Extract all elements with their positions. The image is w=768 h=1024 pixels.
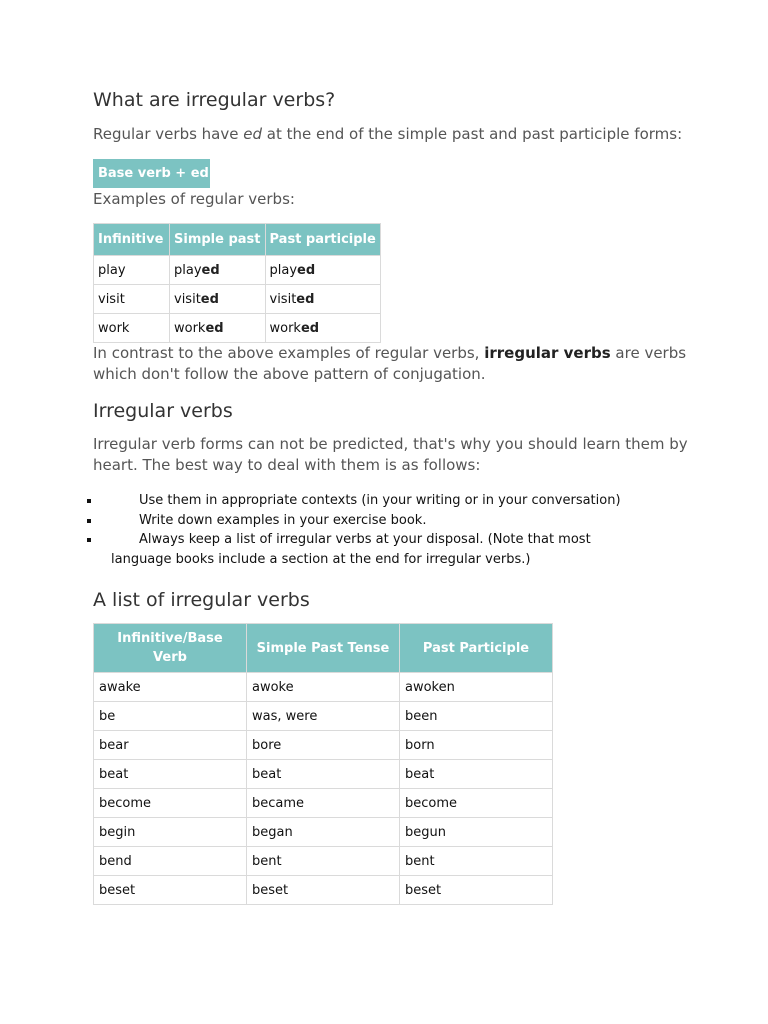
intro-text-after: at the end of the simple past and past participle forms: bbox=[262, 125, 683, 143]
cell-simple-past: bore bbox=[247, 731, 400, 760]
table-row bbox=[94, 789, 553, 818]
contrast-bold-term: irregular verbs bbox=[484, 344, 611, 362]
tips-list bbox=[87, 491, 647, 569]
square-bullet-icon bbox=[87, 519, 91, 523]
cell-past-participle: been bbox=[400, 702, 553, 731]
column-header-infinitive-base-verb: Infinitive/Base Verb bbox=[94, 624, 247, 673]
table-row bbox=[94, 818, 553, 847]
intro-text-before: Regular verbs have bbox=[93, 125, 244, 143]
irregular-paragraph: Irregular verb forms can not be predicted, that's why you should learn them by heart. The best way to deal with them is as follows: bbox=[93, 435, 688, 474]
cell-infinitive: visit bbox=[94, 285, 170, 314]
intro-emphasis: ed bbox=[243, 125, 262, 143]
list-item-text: Write down examples in your exercise book. bbox=[139, 512, 427, 528]
cell-infinitive: work bbox=[94, 314, 170, 343]
contrast-paragraph bbox=[93, 343, 693, 385]
ed-suffix: ed bbox=[205, 320, 224, 336]
examples-label: Examples of regular verbs: bbox=[93, 190, 295, 208]
list-item bbox=[87, 491, 647, 511]
ed-suffix: ed bbox=[296, 291, 315, 307]
regular-verbs-table bbox=[93, 223, 381, 343]
table-row bbox=[94, 847, 553, 876]
table-row bbox=[94, 876, 553, 905]
column-header-past-participle: Past participle bbox=[265, 224, 380, 256]
ed-suffix: ed bbox=[297, 262, 316, 278]
list-item-text: Always keep a list of irregular verbs at your disposal. (Note that most language books include a section at the end for irregular verbs.) bbox=[111, 532, 591, 567]
ed-suffix: ed bbox=[300, 320, 320, 336]
cell-simple-past bbox=[170, 256, 266, 285]
cell-simple-past: began bbox=[247, 818, 400, 847]
list-item-text: Use them in appropriate contexts (in your writing or in your conversation) bbox=[139, 493, 621, 508]
cell-base-verb: awake bbox=[94, 673, 247, 702]
cell-infinitive: play bbox=[94, 256, 170, 285]
intro-paragraph bbox=[93, 124, 682, 145]
cell-simple-past: bent bbox=[247, 847, 400, 876]
verb-stem: visit bbox=[174, 291, 201, 307]
verb-stem: work bbox=[269, 320, 301, 336]
column-header-simple-past: Simple past bbox=[170, 224, 266, 256]
table-row bbox=[94, 760, 553, 789]
cell-base-verb: beat bbox=[94, 760, 247, 789]
heading-list-of-irregular-verbs: A list of irregular verbs bbox=[93, 589, 310, 611]
cell-past-participle: awoken bbox=[400, 673, 553, 702]
cell-past-participle: bent bbox=[400, 847, 553, 876]
contrast-text-after: are verbs which don't follow the above pattern of conjugation. bbox=[93, 344, 687, 383]
list-item bbox=[87, 530, 647, 569]
cell-past-participle: beset bbox=[400, 876, 553, 905]
irregular-verbs-table bbox=[93, 623, 553, 905]
cell-base-verb: bend bbox=[94, 847, 247, 876]
verb-stem: play bbox=[174, 262, 202, 278]
cell-simple-past: beset bbox=[247, 876, 400, 905]
formula-box: Base verb + ed bbox=[93, 159, 210, 188]
table-header-row bbox=[94, 624, 553, 673]
table-row bbox=[94, 673, 553, 702]
cell-simple-past: was, were bbox=[247, 702, 400, 731]
ed-suffix: ed bbox=[200, 291, 219, 307]
list-item bbox=[87, 511, 647, 531]
cell-simple-past bbox=[170, 285, 266, 314]
cell-past-participle: born bbox=[400, 731, 553, 760]
cell-base-verb: begin bbox=[94, 818, 247, 847]
cell-past-participle: begun bbox=[400, 818, 553, 847]
cell-past-participle bbox=[265, 314, 380, 343]
table-row bbox=[94, 256, 381, 285]
cell-past-participle: beat bbox=[400, 760, 553, 789]
cell-simple-past: awoke bbox=[247, 673, 400, 702]
cell-past-participle: become bbox=[400, 789, 553, 818]
cell-base-verb: beset bbox=[94, 876, 247, 905]
table-row bbox=[94, 314, 381, 343]
square-bullet-icon bbox=[87, 499, 91, 503]
table-header-row bbox=[94, 224, 381, 256]
cell-past-participle bbox=[265, 285, 380, 314]
cell-simple-past: became bbox=[247, 789, 400, 818]
table-row bbox=[94, 285, 381, 314]
cell-simple-past: beat bbox=[247, 760, 400, 789]
cell-past-participle bbox=[265, 256, 380, 285]
cell-base-verb: become bbox=[94, 789, 247, 818]
cell-base-verb: be bbox=[94, 702, 247, 731]
table-row bbox=[94, 702, 553, 731]
verb-stem: play bbox=[269, 262, 298, 278]
contrast-text-before: In contrast to the above examples of regular verbs, bbox=[93, 344, 485, 362]
verb-stem: work bbox=[174, 320, 206, 336]
heading-what-are-irregular-verbs: What are irregular verbs? bbox=[93, 89, 336, 111]
square-bullet-icon bbox=[87, 538, 91, 542]
column-header-simple-past-tense: Simple Past Tense bbox=[247, 624, 400, 673]
verb-stem: visit bbox=[269, 291, 297, 307]
table-row bbox=[94, 731, 553, 760]
cell-base-verb: bear bbox=[94, 731, 247, 760]
heading-irregular-verbs: Irregular verbs bbox=[93, 400, 233, 422]
cell-simple-past bbox=[170, 314, 266, 343]
ed-suffix: ed bbox=[201, 262, 220, 278]
column-header-infinitive: Infinitive bbox=[94, 224, 170, 256]
column-header-past-participle: Past Participle bbox=[400, 624, 553, 673]
